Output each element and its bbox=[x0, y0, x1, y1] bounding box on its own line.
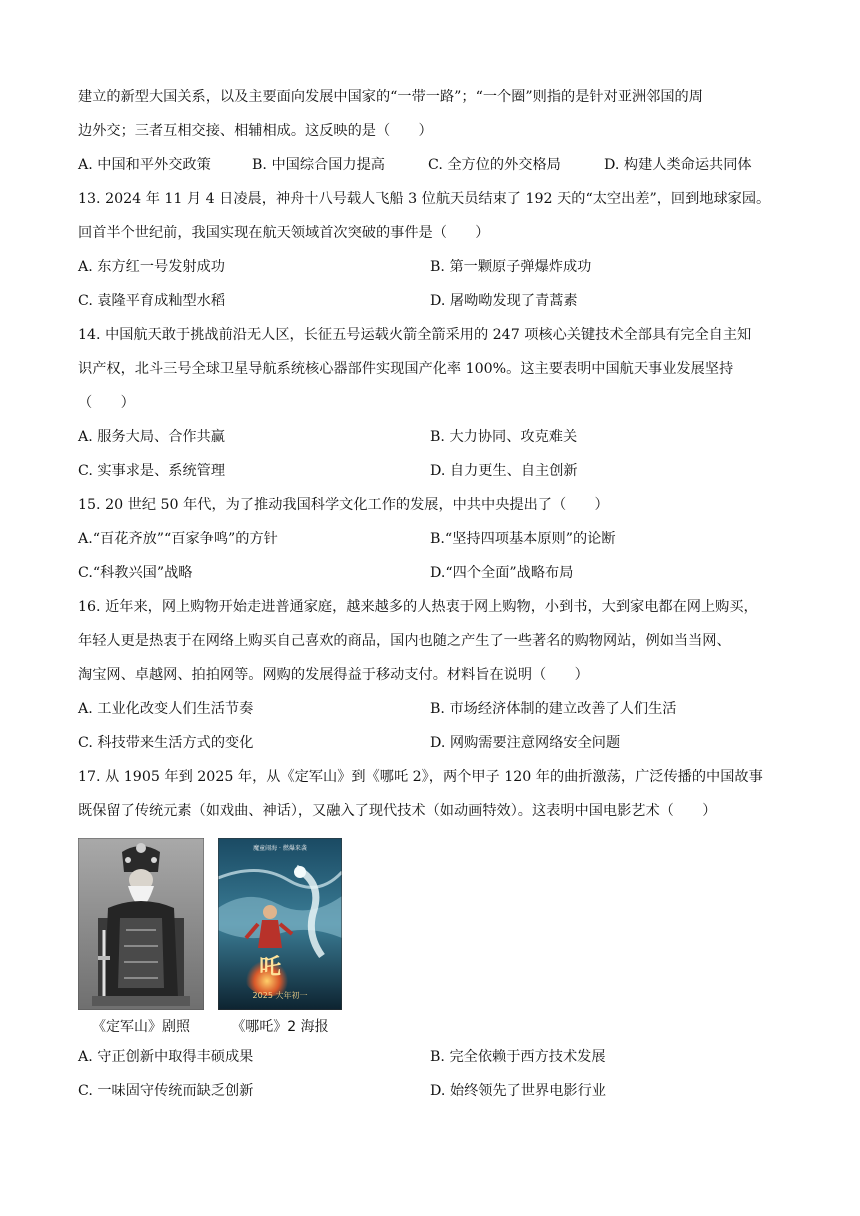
figure-dingjunshan bbox=[78, 838, 204, 1038]
q17-option-a: A. 守正创新中取得丰硕成果 bbox=[78, 1049, 254, 1065]
q17-options-row2 bbox=[78, 1074, 788, 1108]
q13-text-line1: 13. 2024 年 11 月 4 日凌晨，神舟十八号载人飞船 3 位航天员结束了 192 天的“太空出差”，回到地球家园。 bbox=[78, 191, 771, 207]
q13-option-b: B. 第一颗原子弹爆炸成功 bbox=[430, 259, 592, 275]
q13-text-line2: 回首半个世纪前，我国实现在航天领域首次突破的事件是（ ） bbox=[78, 225, 490, 241]
q16-text-line3: 淘宝网、卓越网、拍拍网等。网购的发展得益于移动支付。材料旨在说明（ ） bbox=[78, 667, 589, 683]
q13-options-row1 bbox=[78, 250, 788, 284]
q14-text-line1: 14. 中国航天敢于挑战前沿无人区，长征五号运载火箭全箭采用的 247 项核心关键技术全部具有完全自主知 bbox=[78, 327, 752, 343]
q17-options-row1 bbox=[78, 1040, 788, 1074]
q12-option-c: C. 全方位的外交格局 bbox=[428, 157, 561, 173]
q16-text-line2: 年轻人更是热衷于在网络上购买自己喜欢的商品，国内也随之产生了一些著名的购物网站，例如当当网、 bbox=[78, 633, 731, 649]
q16-option-c: C. 科技带来生活方式的变化 bbox=[78, 735, 254, 751]
q14-options-row1 bbox=[78, 420, 788, 454]
q15-options-row1 bbox=[78, 522, 788, 556]
q17-option-b: B. 完全依赖于西方技术发展 bbox=[430, 1049, 606, 1065]
figure1-caption: 《定军山》剧照 bbox=[92, 1019, 190, 1035]
q15-options-row2 bbox=[78, 556, 788, 590]
poster-bottom-text: 2025 大年初一 bbox=[252, 991, 308, 1000]
q14-option-a: A. 服务大局、合作共赢 bbox=[78, 429, 225, 445]
q12-option-b: B. 中国综合国力提高 bbox=[252, 157, 385, 173]
figure-nezha-poster bbox=[218, 838, 342, 1038]
q16-option-d: D. 网购需要注意网络安全问题 bbox=[430, 735, 621, 751]
q17-text-line1: 17. 从 1905 年到 2025 年，从《定军山》到《哪吒 2》，两个甲子 120 年的曲折激荡，广泛传播的中国故事 bbox=[78, 769, 763, 785]
q16-options-row2 bbox=[78, 726, 788, 760]
q16-option-b: B. 市场经济体制的建立改善了人们生活 bbox=[430, 701, 677, 717]
q13-option-c: C. 袁隆平育成籼型水稻 bbox=[78, 293, 226, 309]
q12-option-a: A. 中国和平外交政策 bbox=[78, 157, 211, 173]
q17-option-d: D. 始终领先了世界电影行业 bbox=[430, 1083, 606, 1099]
q15-option-a: A.“百花齐放”“百家争鸣”的方针 bbox=[78, 531, 278, 547]
q15-text-line1: 15. 20 世纪 50 年代，为了推动我国科学文化工作的发展，中共中央提出了（ ） bbox=[78, 497, 609, 513]
q14-options-row2 bbox=[78, 454, 788, 488]
dingjunshan-photo bbox=[78, 838, 204, 1010]
q16-text-line1: 16. 近年来，网上购物开始走进普通家庭，越来越多的人热衷于网上购物，小到书，大到家电都在网上购买， bbox=[78, 599, 758, 615]
q16-options-row1 bbox=[78, 692, 788, 726]
q15-option-b: B.“坚持四项基本原则”的论断 bbox=[430, 531, 616, 547]
q17-option-c: C. 一味固守传统而缺乏创新 bbox=[78, 1083, 254, 1099]
q13-options-row2 bbox=[78, 284, 788, 318]
figure2-caption: 《哪吒》2 海报 bbox=[231, 1019, 329, 1035]
poster-top-text: 魔童闹海 · 燃爆来袭 bbox=[253, 845, 307, 852]
q14-text-line2: 识产权，北斗三号全球卫星导航系统核心器部件实现国产化率 100%。这主要表明中国航天事业发展坚持 bbox=[78, 361, 734, 377]
q12-text-line1: 建立的新型大国关系，以及主要面向发展中国家的“一带一路”；“一个圈”则指的是针对亚洲邻国的周 bbox=[78, 89, 703, 105]
q14-option-b: B. 大力协同、攻克难关 bbox=[430, 429, 578, 445]
q15-option-c: C.“科教兴国”战略 bbox=[78, 565, 193, 581]
q15-option-d: D.“四个全面”战略布局 bbox=[430, 565, 574, 581]
exam-page bbox=[78, 80, 788, 1108]
q17-text-line2: 既保留了传统元素（如戏曲、神话），又融入了现代技术（如动画特效）。这表明中国电影艺术（ ） bbox=[78, 803, 717, 819]
q14-option-c: C. 实事求是、系统管理 bbox=[78, 463, 226, 479]
q12-text-line2: 边外交；三者互相交接、相辅相成。这反映的是（ ） bbox=[78, 123, 433, 139]
q13-option-d: D. 屠呦呦发现了青蒿素 bbox=[430, 293, 578, 309]
q12-option-d: D. 构建人类命运共同体 bbox=[604, 157, 752, 173]
q12-options bbox=[78, 148, 788, 182]
q14-option-d: D. 自力更生、自主创新 bbox=[430, 463, 578, 479]
q14-text-line3: （ ） bbox=[78, 395, 135, 411]
q13-option-a: A. 东方红一号发射成功 bbox=[78, 259, 225, 275]
q17-figures bbox=[78, 838, 788, 1038]
svg-text:吒: 吒 bbox=[258, 954, 282, 980]
nezha-poster-image bbox=[218, 838, 342, 1010]
q16-option-a: A. 工业化改变人们生活节奏 bbox=[78, 701, 254, 717]
